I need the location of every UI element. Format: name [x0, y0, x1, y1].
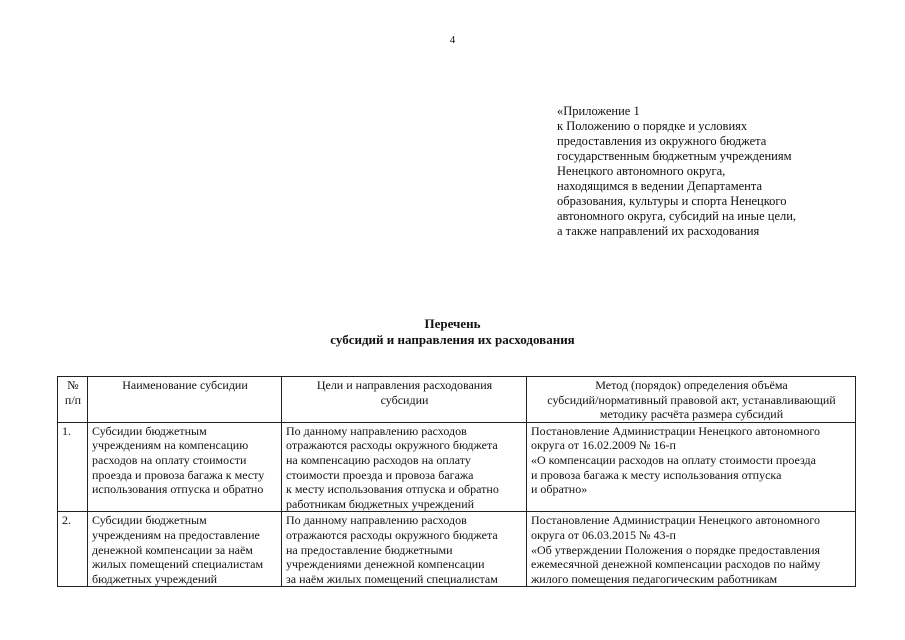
- table-row: [58, 512, 856, 587]
- subsidy-goal: По данному направлению расходов отражаются расходы окружного бюджета на компенсацию расходов на оплату стоимости проезда и провоза багажа к месту использования отпуска и обратно работникам бюджетных учреждений: [282, 422, 527, 512]
- header-subsidy-name: Наименование субсидии: [88, 377, 282, 423]
- appendix-line: предоставления из окружного бюджета: [557, 134, 767, 148]
- table-header-row: [58, 377, 856, 423]
- appendix-line: Ненецкого автономного округа,: [557, 164, 726, 178]
- row-number: 1.: [58, 422, 88, 512]
- appendix-line: «Приложение 1: [557, 104, 640, 118]
- subsidy-goal: По данному направлению расходов отражаются расходы окружного бюджета на предоставление бюджетными учреждениями денежной компенсации за наём жилых помещений специалистам: [282, 512, 527, 587]
- row-number: 2.: [58, 512, 88, 587]
- header-number: № п/п: [58, 377, 88, 423]
- table-row: [58, 422, 856, 512]
- subsidies-table: [57, 376, 856, 587]
- subsidy-name: Субсидии бюджетным учреждениям на предоставление денежной компенсации за наём жилых помещений специалистам бюджетных учреждений: [88, 512, 282, 587]
- appendix-line: автономного округа, субсидий на иные цели,: [557, 209, 797, 223]
- page-number: 4: [449, 34, 456, 46]
- title-line-1: Перечень: [424, 316, 481, 331]
- appendix-line: находящимся в ведении Департамента: [557, 179, 763, 193]
- subsidy-name: Субсидии бюджетным учреждениям на компенсацию расходов на оплату стоимости проезда и провоза багажа к месту использования отпуска и обратно: [88, 422, 282, 512]
- appendix-line: к Положению о порядке и условиях: [557, 119, 748, 133]
- subsidy-method: Постановление Администрации Ненецкого автономного округа от 16.02.2009 № 16-п «О компенсации расходов на оплату стоимости проезда и провоза багажа к месту использования отпуска и обратно»: [527, 422, 856, 512]
- appendix-header: [557, 104, 857, 239]
- appendix-line: государственным бюджетным учреждениям: [557, 149, 792, 163]
- title-line-2: субсидий и направления их расходования: [330, 332, 575, 347]
- header-goals: Цели и направления расходования субсидии: [282, 377, 527, 423]
- document-title: [0, 316, 905, 348]
- header-method: Метод (порядок) определения объёма субсидий/нормативный правовой акт, устанавливающий методику расчёта размера субсидий: [527, 377, 856, 423]
- subsidy-method: Постановление Администрации Ненецкого автономного округа от 06.03.2015 № 43-п «Об утверждении Положения о порядке предоставления ежемесячной денежной компенсации расходов по найму жилого помещения педагогическим работникам: [527, 512, 856, 587]
- appendix-line: а также направлений их расходования: [557, 224, 760, 238]
- appendix-line: образования, культуры и спорта Ненецкого: [557, 194, 787, 208]
